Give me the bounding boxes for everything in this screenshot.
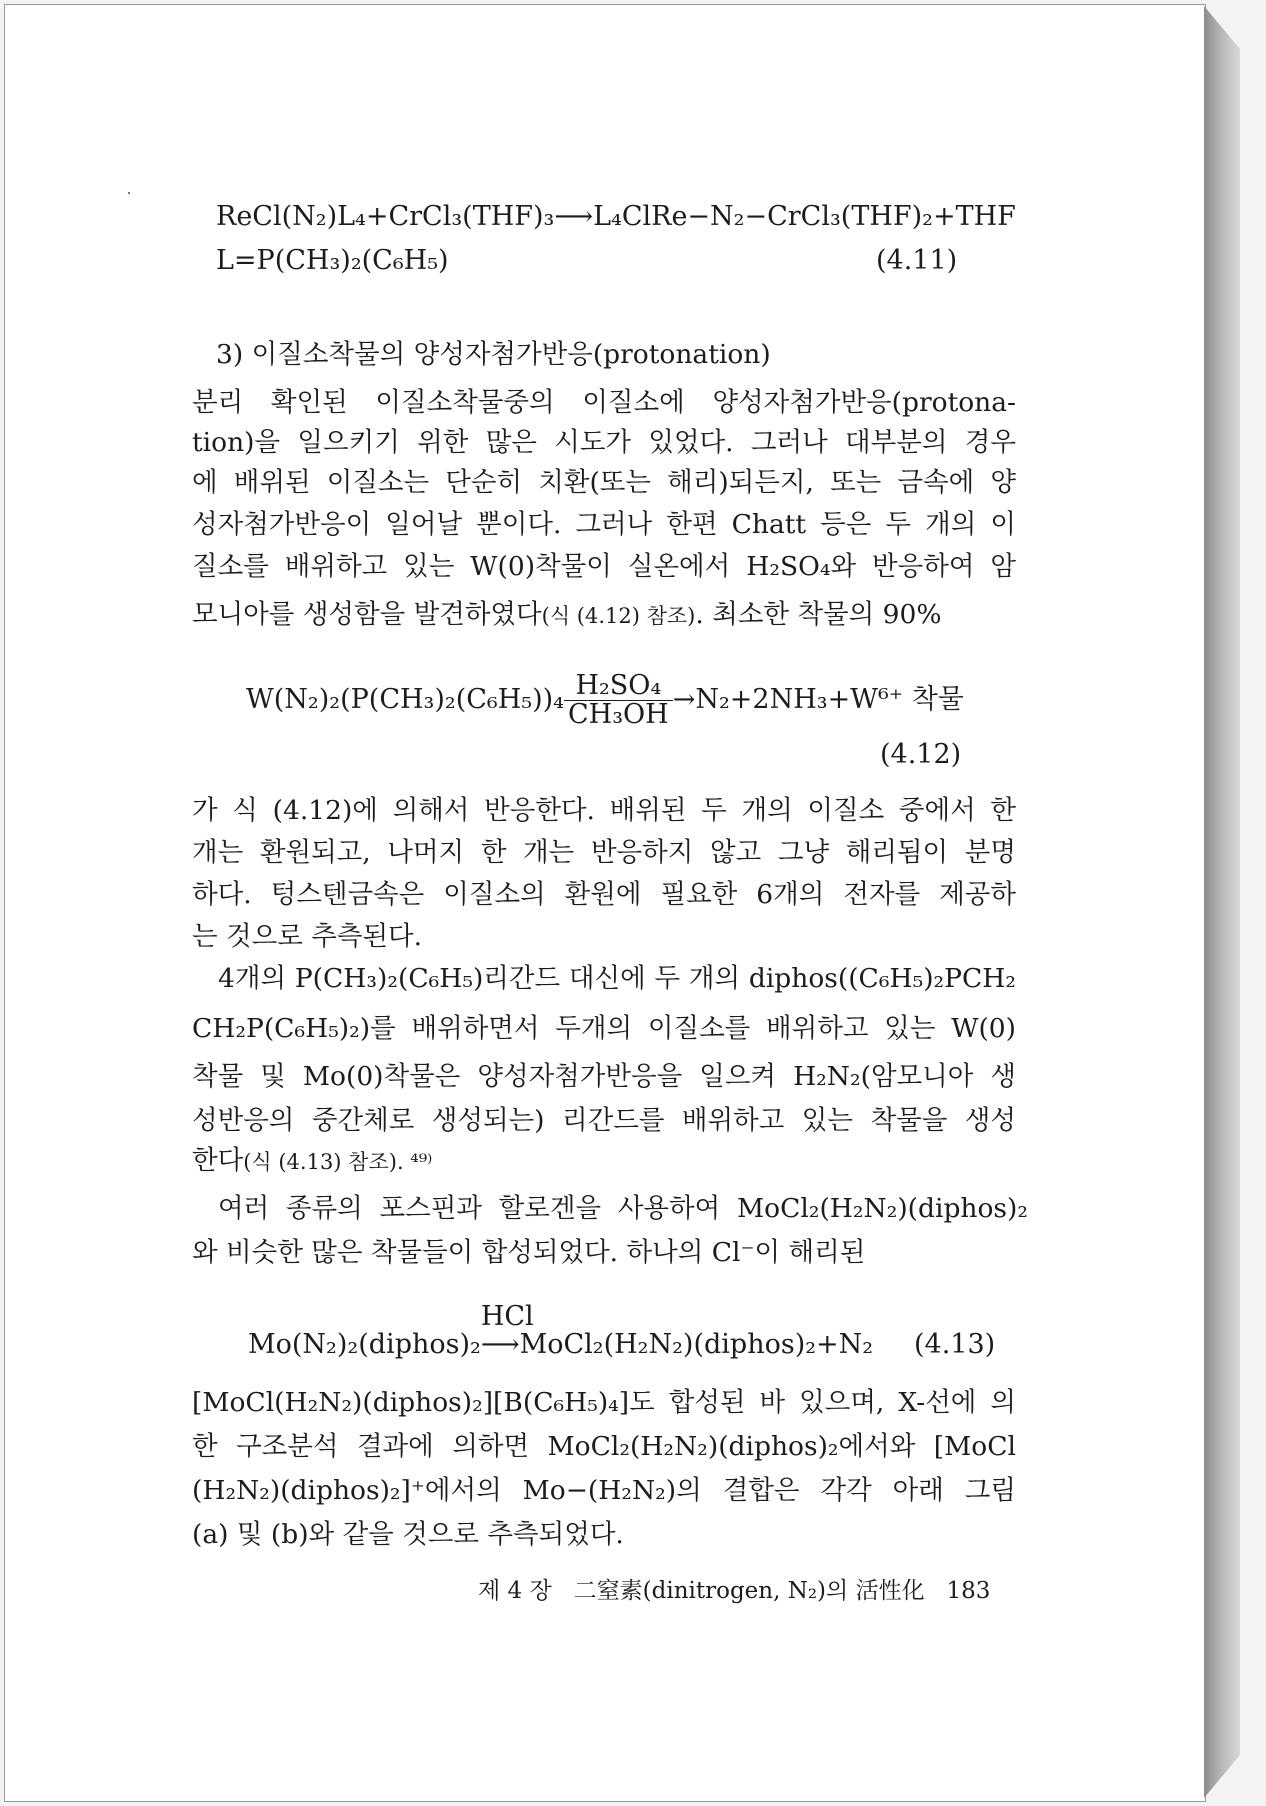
paragraph1-line5: 질소를 배위하고 있는 W(0)착물이 실온에서 H₂SO₄와 반응하여 암 [192, 551, 1016, 582]
equation-4-12-left: W(N₂)₂(P(CH₃)₂(C₆H₅))₄ [246, 684, 564, 715]
paragraph1-line6-end: . 최소한 착물의 90% [695, 599, 942, 630]
equation-4-12-conditions [564, 672, 673, 729]
paragraph1-line3: 에 배위된 이질소는 단순히 치환(또는 해리)되든지, 또는 금속에 양 [192, 467, 1016, 498]
equation-4-13-arrow: ⟶ [480, 1329, 520, 1360]
equation-4-13-number: (4.13) [914, 1329, 996, 1360]
footer-page-number: 183 [946, 1578, 991, 1604]
paragraph2-line1: 가 식 (4.12)에 의해서 반응한다. 배위된 두 개의 이질소 중에서 한 [192, 795, 1016, 826]
equation-4-12-solvent: CH₃OH [568, 699, 669, 730]
paragraph2-line3: 하다. 텅스텐금속은 이질소의 환원에 필요한 6개의 전자를 제공하 [192, 879, 1016, 910]
paragraph3-line1: 4개의 P(CH₃)₂(C₆H₅)리간드 대신에 두 개의 diphos((C₆H₅)₂PCH₂ [218, 963, 1016, 994]
equation-4-13-reagent: HCl [480, 1301, 534, 1332]
paragraph1-line4: 성자첨가반응이 일어날 뿐이다. 그러나 한편 Chatt 등은 두 개의 이 [192, 509, 1016, 540]
running-footer [478, 1576, 990, 1606]
footer-chapter: 제 4 장 [478, 1578, 552, 1604]
paragraph5-line1: [MoCl(H₂N₂)(diphos)₂][B(C₆H₅)₄]도 합성된 바 있으며, X-선에 의 [192, 1387, 1016, 1418]
equation-4-12-right: →N₂+2NH₃+W⁶⁺ 착물 [672, 684, 964, 715]
paragraph3-line2: CH₂P(C₆H₅)₂)를 배위하면서 두개의 이질소를 배위하고 있는 W(0) [192, 1013, 1016, 1044]
equation-4-12-number: (4.12) [880, 739, 962, 770]
paragraph3-line5-ref: (식 (4.13) 참조). ⁴⁹⁾ [243, 1150, 433, 1174]
paragraph4-line1: 여러 종류의 포스핀과 할로겐을 사용하여 MoCl₂(H₂N₂)(diphos)₂ [218, 1193, 1028, 1224]
paragraph5-line3: (H₂N₂)(diphos)₂]⁺에서의 Mo−(H₂N₂)의 결합은 각각 아래 그림 [192, 1475, 1016, 1506]
paragraph2-line2: 개는 환원되고, 나머지 한 개는 반응하지 않고 그냥 해리됨이 분명 [192, 837, 1016, 868]
equation-4-11-line1: ReCl(N₂)L₄+CrCl₃(THF)₃⟶L₄ClRe−N₂−CrCl₃(THF)₂+THF [216, 201, 1016, 232]
equation-4-12-reagent: H₂SO₄ [564, 672, 673, 701]
equation-4-13-arrow-group [480, 1301, 534, 1362]
paragraph1-line6 [192, 598, 942, 633]
equation-4-13 [248, 1301, 874, 1362]
section-heading: 3) 이질소착물의 양성자첨가반응(protonation) [216, 339, 771, 370]
paragraph1-line1: 분리 확인된 이질소착물중의 이질소에 양성자첨가반응(protona- [192, 387, 1016, 418]
equation-4-11-line2: L=P(CH₃)₂(C₆H₅) [216, 245, 449, 276]
page-edge-shadow [1204, 6, 1240, 1798]
paragraph5-line2: 한 구조분석 결과에 의하면 MoCl₂(H₂N₂)(diphos)₂에서와 [MoCl [192, 1431, 1016, 1462]
paragraph5-line4: (a) 및 (b)와 같을 것으로 추측되었다. [192, 1519, 624, 1550]
paragraph4-line2: 와 비슷한 많은 착물들이 합성되었다. 하나의 Cl⁻이 해리된 [192, 1237, 866, 1268]
equation-4-11-number: (4.11) [876, 245, 958, 276]
paragraph3-line4: 성반응의 중간체로 생성되는) 리간드를 배위하고 있는 착물을 생성 [192, 1105, 1016, 1136]
paragraph3-line5 [192, 1144, 432, 1179]
equation-4-13-right: MoCl₂(H₂N₂)(diphos)₂+N₂ [519, 1329, 874, 1360]
paragraph1-line2: tion)을 일으키기 위한 많은 시도가 있었다. 그러나 대부분의 경우 [192, 427, 1016, 458]
paragraph3-line3: 착물 및 Mo(0)착물은 양성자첨가반응을 일으켜 H₂N₂(암모니아 생 [192, 1061, 1016, 1092]
paragraph1-line6-ref: (식 (4.12) 참조) [541, 604, 696, 628]
equation-4-12 [246, 672, 964, 729]
paragraph3-line5-main: 한다 [192, 1145, 244, 1176]
paragraph1-line6-main: 모니아를 생성함을 발견하였다 [192, 599, 542, 630]
footer-title: 二窒素(dinitrogen, N₂)의 活性化 [573, 1578, 925, 1604]
scan-speck [128, 192, 130, 194]
paragraph2-line4: 는 것으로 추측된다. [192, 921, 423, 952]
equation-4-13-left: Mo(N₂)₂(diphos)₂ [248, 1329, 481, 1360]
